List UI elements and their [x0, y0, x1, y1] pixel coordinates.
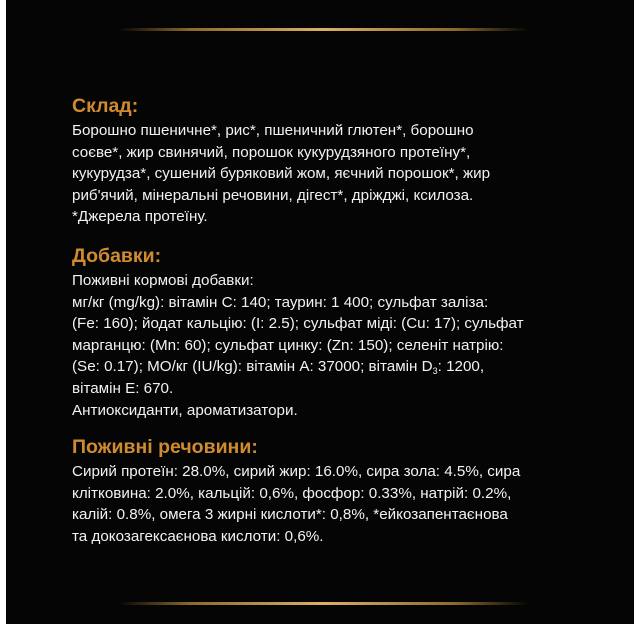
additives-line: Антиоксиданти, ароматизатори. — [72, 401, 298, 419]
composition-line: риб'ячий, мінеральні речовини, дігест*, дріжджі, ксилоза. — [72, 186, 474, 204]
nutrients-line: Сирий протеїн: 28.0%, сирий жир: 16.0%, сира зола: 4.5%, сира — [72, 463, 521, 481]
bottom-gold-divider — [118, 602, 528, 605]
composition-line: соєве*, жир свинячий, порошок кукурудзяного протеїну*, — [72, 143, 471, 161]
nutrients-line: та докозагексаєнова кислоти: 0,6%. — [72, 527, 324, 545]
nutrients-section — [72, 435, 582, 547]
additives-line: вітамін Е: 670. — [72, 379, 174, 397]
additives-heading: Добавки: — [72, 244, 162, 267]
additives-line: (Fe: 160); йодат кальцію: (I: 2.5); сульфат міді: (Cu: 17); сульфат — [72, 315, 524, 333]
nutrients-heading: Поживні речовини: — [72, 436, 258, 459]
additives-vitamin-line — [72, 356, 582, 378]
top-gold-divider — [118, 28, 528, 31]
composition-section — [72, 94, 582, 228]
additives-line: Поживні кормові добавки: — [72, 271, 254, 289]
composition-line: Борошно пшеничне*, рис*, пшеничний глютен*, борошно — [72, 122, 474, 139]
additives-line: мг/кг (mg/kg): вітамін С: 140; таурин: 1 400; сульфат заліза: — [72, 293, 489, 311]
composition-line: кукурудза*, сушений буряковий жом, яєчний порошок*, жир — [72, 165, 491, 183]
additives-line-text: (Se: 0.17); МО/кг (IU/kg): вітамін А: 37000; вітамін D — [72, 358, 433, 376]
additives-line: марганцю: (Mn: 60); сульфат цинку: (Zn: 150); селеніт натрію: — [72, 336, 504, 354]
composition-footnote: *Джерела протеїну. — [72, 208, 208, 226]
nutrients-line: клітковина: 2.0%, кальцій: 0,6%, фосфор: 0.33%, натрій: 0.2%, — [72, 484, 512, 502]
nutrients-line: калій: 0.8%, омега 3 жирні кислоти*: 0,8%, *ейкозапентаєнова — [72, 506, 508, 524]
additives-line-text: : 1200, — [437, 358, 485, 376]
label-content — [72, 94, 582, 564]
composition-heading: Склад: — [72, 95, 139, 117]
vitamin-d-subscript: 3 — [432, 366, 438, 377]
ingredients-panel — [6, 0, 634, 624]
additives-section — [72, 244, 582, 421]
